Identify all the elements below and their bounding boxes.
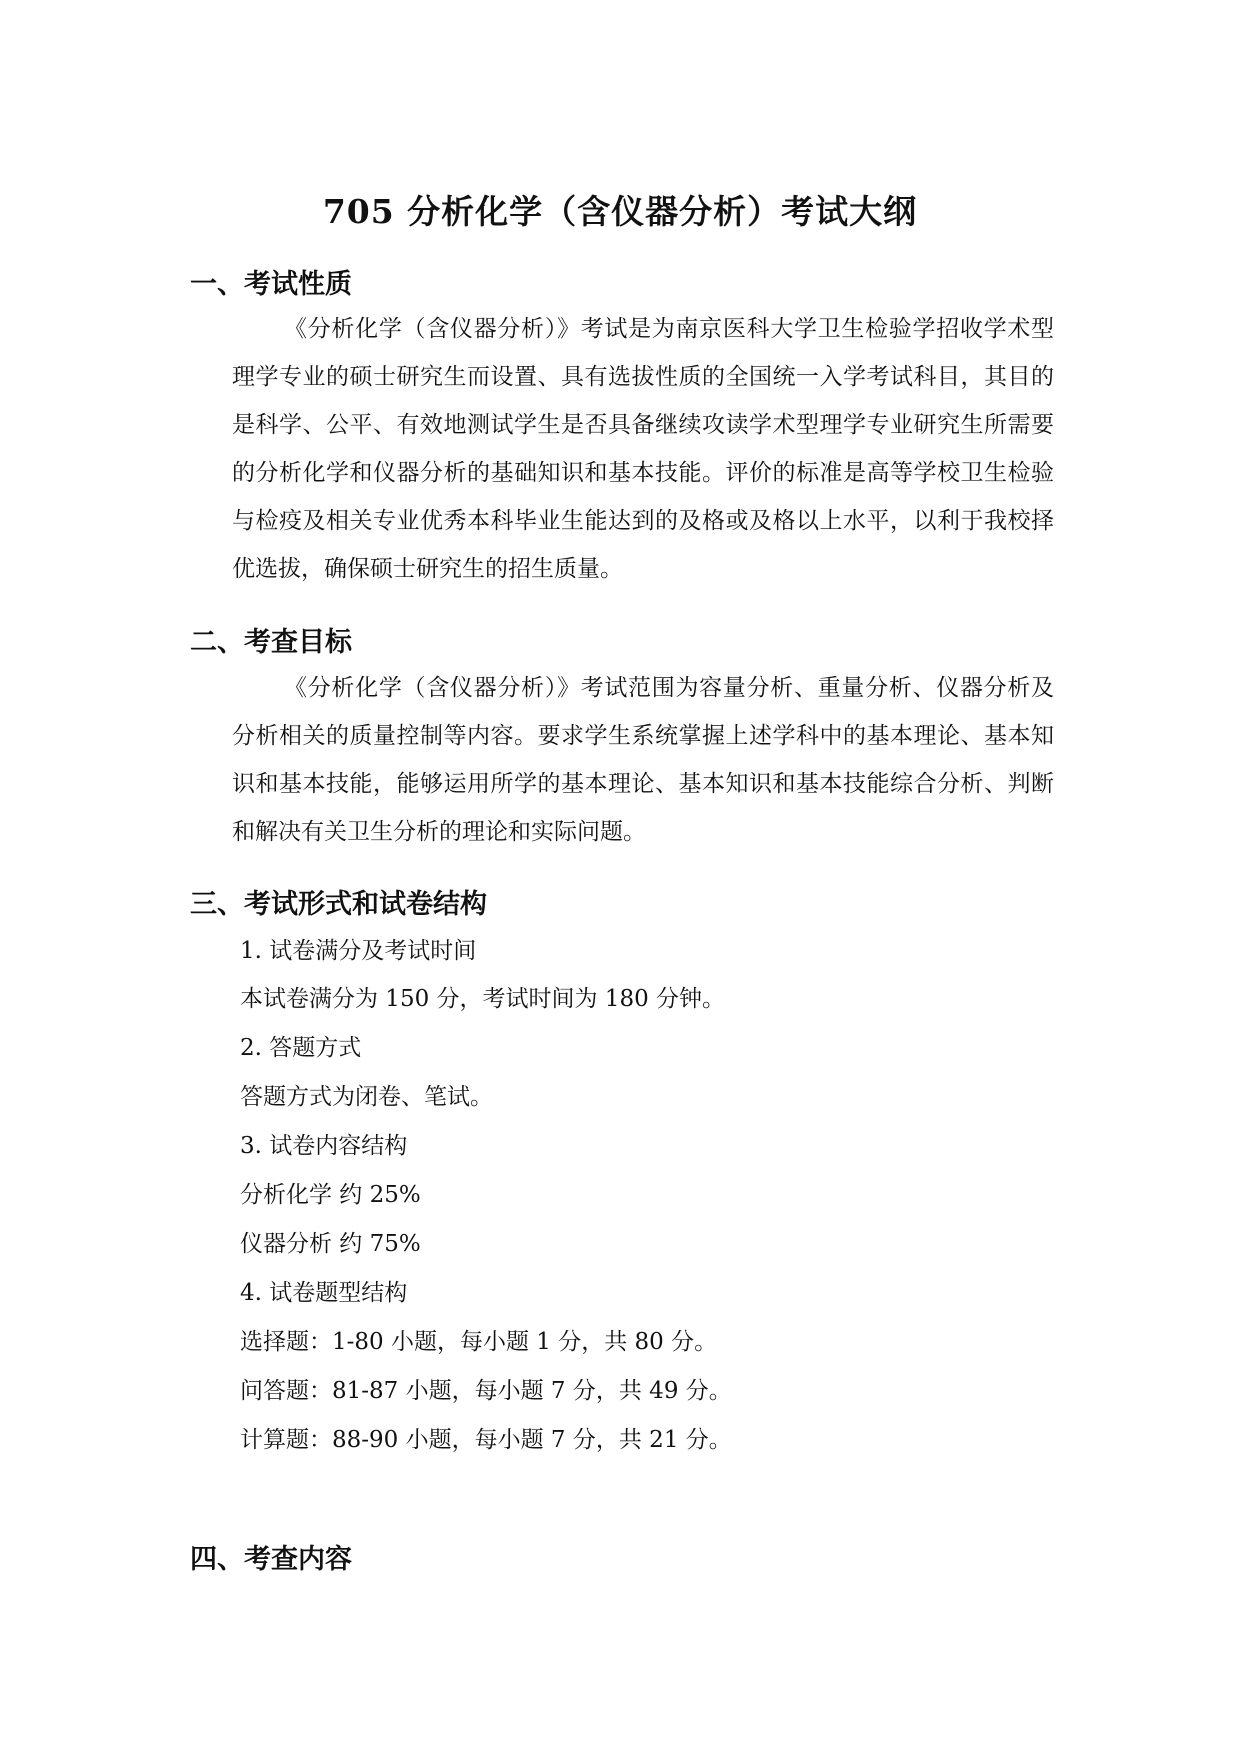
list-item: 问答题：81-87 小题，每小题 7 分，共 49 分。 <box>240 1378 732 1404</box>
list-item: 选择题：1-80 小题，每小题 1 分，共 80 分。 <box>240 1329 718 1355</box>
list-item: 4. 试卷题型结构 <box>240 1280 408 1306</box>
list-item: 仪器分析 约 75% <box>240 1231 421 1257</box>
section-paragraph-exam-nature: 《分析化学（含仪器分析）》考试是为南京医科大学卫生检验学招收学术型理学专业的硕士研究生而设置、具有选拔性质的全国统一入学考试科目，其目的是科学、公平、有效地测试学生是否具备继续攻读学术型理学专业研究生所需要的分析化学和仪器分析的基础知识和基本技能。评价的标准是高等学校卫生检验与检疫及相关专业优秀本科毕业生能达到的及格或及格以上水平，以利于我校择优选拔，确保硕士研究生的招生质量。 <box>232 316 1054 582</box>
list-item: 计算题：88-90 小题，每小题 7 分，共 21 分。 <box>240 1427 732 1453</box>
list-item: 1. 试卷满分及考试时间 <box>240 938 477 964</box>
section-heading-exam-objectives: 二、考查目标 <box>190 627 352 658</box>
list-item: 答题方式为闭卷、笔试。 <box>240 1084 493 1110</box>
section-paragraph-exam-objectives: 《分析化学（含仪器分析）》考试范围为容量分析、重量分析、仪器分析及分析相关的质量控制等内容。要求学生系统掌握上述学科中的基本理论、基本知识和基本技能，能够运用所学的基本理论、基本知识和基本技能综合分析、判断和解决有关卫生分析的理论和实际问题。 <box>232 675 1054 845</box>
section-heading-exam-nature: 一、考试性质 <box>190 269 352 300</box>
section-heading-exam-format: 三、考试形式和试卷结构 <box>190 889 487 920</box>
document-title: 705 分析化学（含仪器分析）考试大纲 <box>322 192 918 231</box>
section-heading-exam-content: 四、考查内容 <box>190 1544 352 1575</box>
list-item: 2. 答题方式 <box>240 1035 362 1061</box>
list-item: 3. 试卷内容结构 <box>240 1133 408 1159</box>
list-item: 分析化学 约 25% <box>240 1182 421 1208</box>
list-item: 本试卷满分为 150 分，考试时间为 180 分钟。 <box>240 986 726 1012</box>
